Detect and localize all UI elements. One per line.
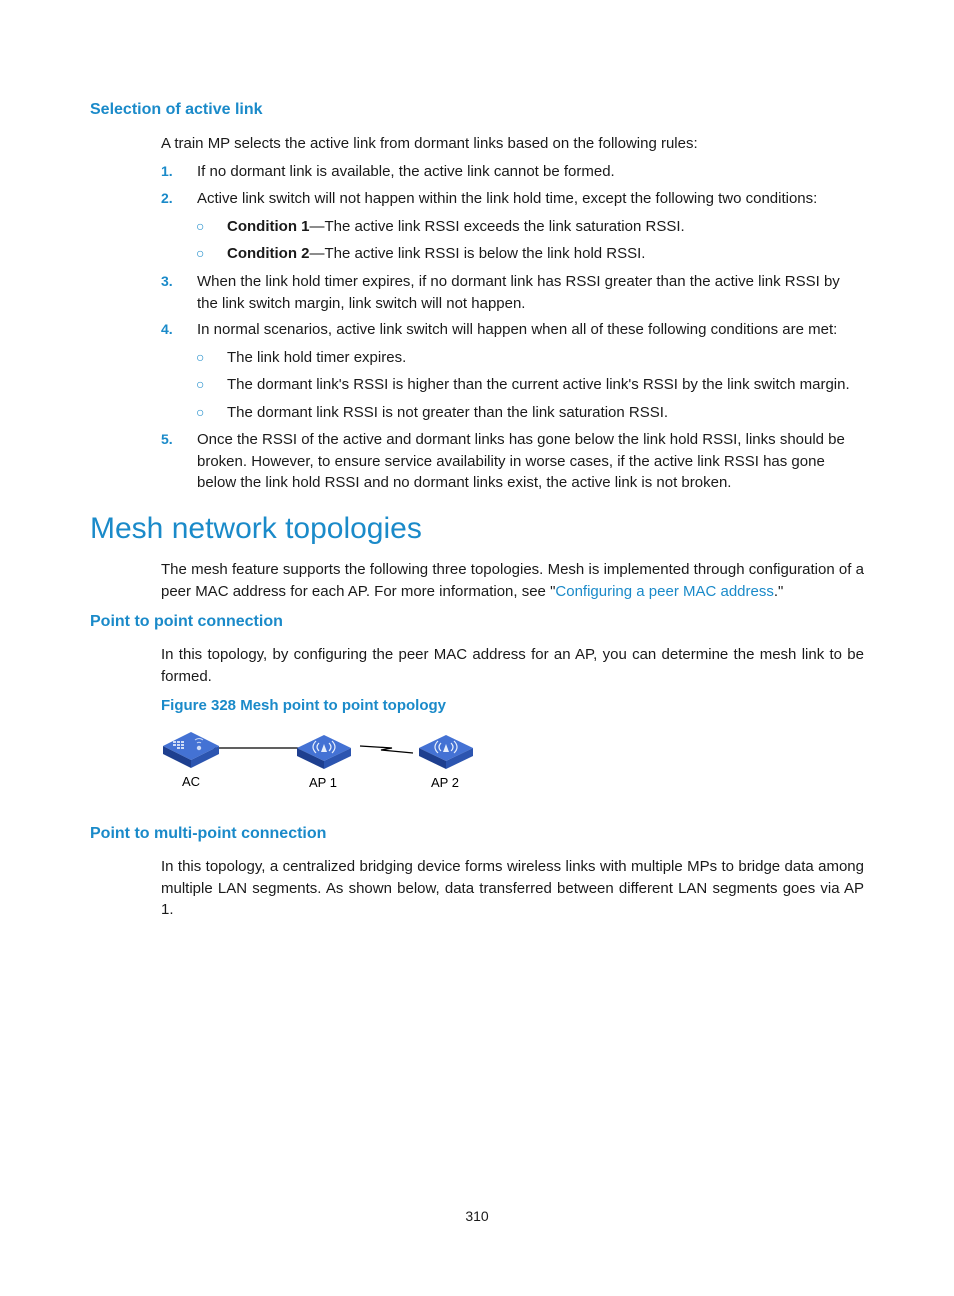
list-text: When the link hold timer expires, if no dormant link has RSSI greater than the active link RSSI by the link switch margin, link switch will not happen.	[197, 273, 840, 312]
list-number: 1.	[161, 163, 173, 179]
ac-device-icon	[163, 732, 219, 768]
section-heading-point-to-point: Point to point connection	[90, 613, 283, 630]
list-number: 4.	[161, 321, 173, 337]
ap2-device-icon	[419, 735, 473, 769]
list-number: 2.	[161, 190, 173, 206]
ap1-label: AP 1	[309, 775, 337, 790]
ap2-label: AP 2	[431, 775, 459, 790]
sub-item-text: The link hold timer expires.	[227, 349, 407, 366]
link-configuring-peer-mac-address[interactable]: Configuring a peer MAC address	[555, 582, 774, 600]
list-text: Once the RSSI of the active and dormant links has gone below the link hold RSSI, links should be broken. However, to ensure service availability in worse cases, if the active link RSSI has gone below the link hold RSSI and no dormant links exist, the active link is not broken.	[197, 431, 845, 491]
bullet-icon: ○	[196, 218, 205, 234]
topology-diagram	[155, 724, 495, 799]
bullet-icon: ○	[196, 404, 205, 420]
sub-item-text: The dormant link RSSI is not greater than the link saturation RSSI.	[227, 404, 669, 421]
condition-label: Condition 2	[227, 245, 310, 262]
list-text: In normal scenarios, active link switch will happen when all of these following conditions are met:	[197, 321, 838, 338]
figure-caption: Figure 328 Mesh point to point topology	[161, 697, 446, 714]
list-text: If no dormant link is available, the active link cannot be formed.	[197, 163, 615, 180]
paragraph-p2mp: In this topology, a centralized bridging device forms wireless links with multiple MPs to bridge data among multiple LAN segments. As shown below, data transferred between different LAN segments goes via AP 1.	[161, 858, 864, 918]
chapter-heading-mesh-network-topologies: Mesh network topologies	[90, 512, 422, 545]
paragraph-p2p: In this topology, by configuring the peer MAC address for an AP, you can determine the mesh link to be formed.	[161, 646, 864, 685]
condition-label: Condition 1	[227, 218, 310, 235]
sub-item-text: The dormant link's RSSI is higher than the current active link's RSSI by the link switch margin.	[227, 376, 850, 393]
paragraph-selection-intro: A train MP selects the active link from dormant links based on the following rules:	[161, 135, 698, 152]
bullet-icon: ○	[196, 349, 205, 365]
bullet-icon: ○	[196, 376, 205, 392]
ap1-device-icon	[297, 735, 351, 769]
ac-label: AC	[181, 774, 201, 789]
condition-text: —The active link RSSI exceeds the link saturation RSSI.	[309, 218, 685, 235]
page-number: 310	[465, 1208, 489, 1224]
bullet-icon: ○	[196, 245, 205, 261]
condition-text: —The active link RSSI is below the link hold RSSI.	[309, 245, 646, 262]
list-number: 3.	[161, 273, 173, 289]
section-heading-selection-of-active-link: Selection of active link	[90, 101, 263, 118]
paragraph-mesh-intro: The mesh feature supports the following three topologies. Mesh is implemented through configuration of a peer MAC address for each AP. For more information, see "Configuring a peer MAC address."	[161, 561, 864, 600]
list-number: 5.	[161, 431, 173, 447]
wireless-link	[360, 746, 413, 753]
section-heading-point-to-multi-point: Point to multi-point connection	[90, 825, 327, 842]
list-text: Active link switch will not happen within the link hold time, except the following two conditions:	[197, 190, 818, 207]
